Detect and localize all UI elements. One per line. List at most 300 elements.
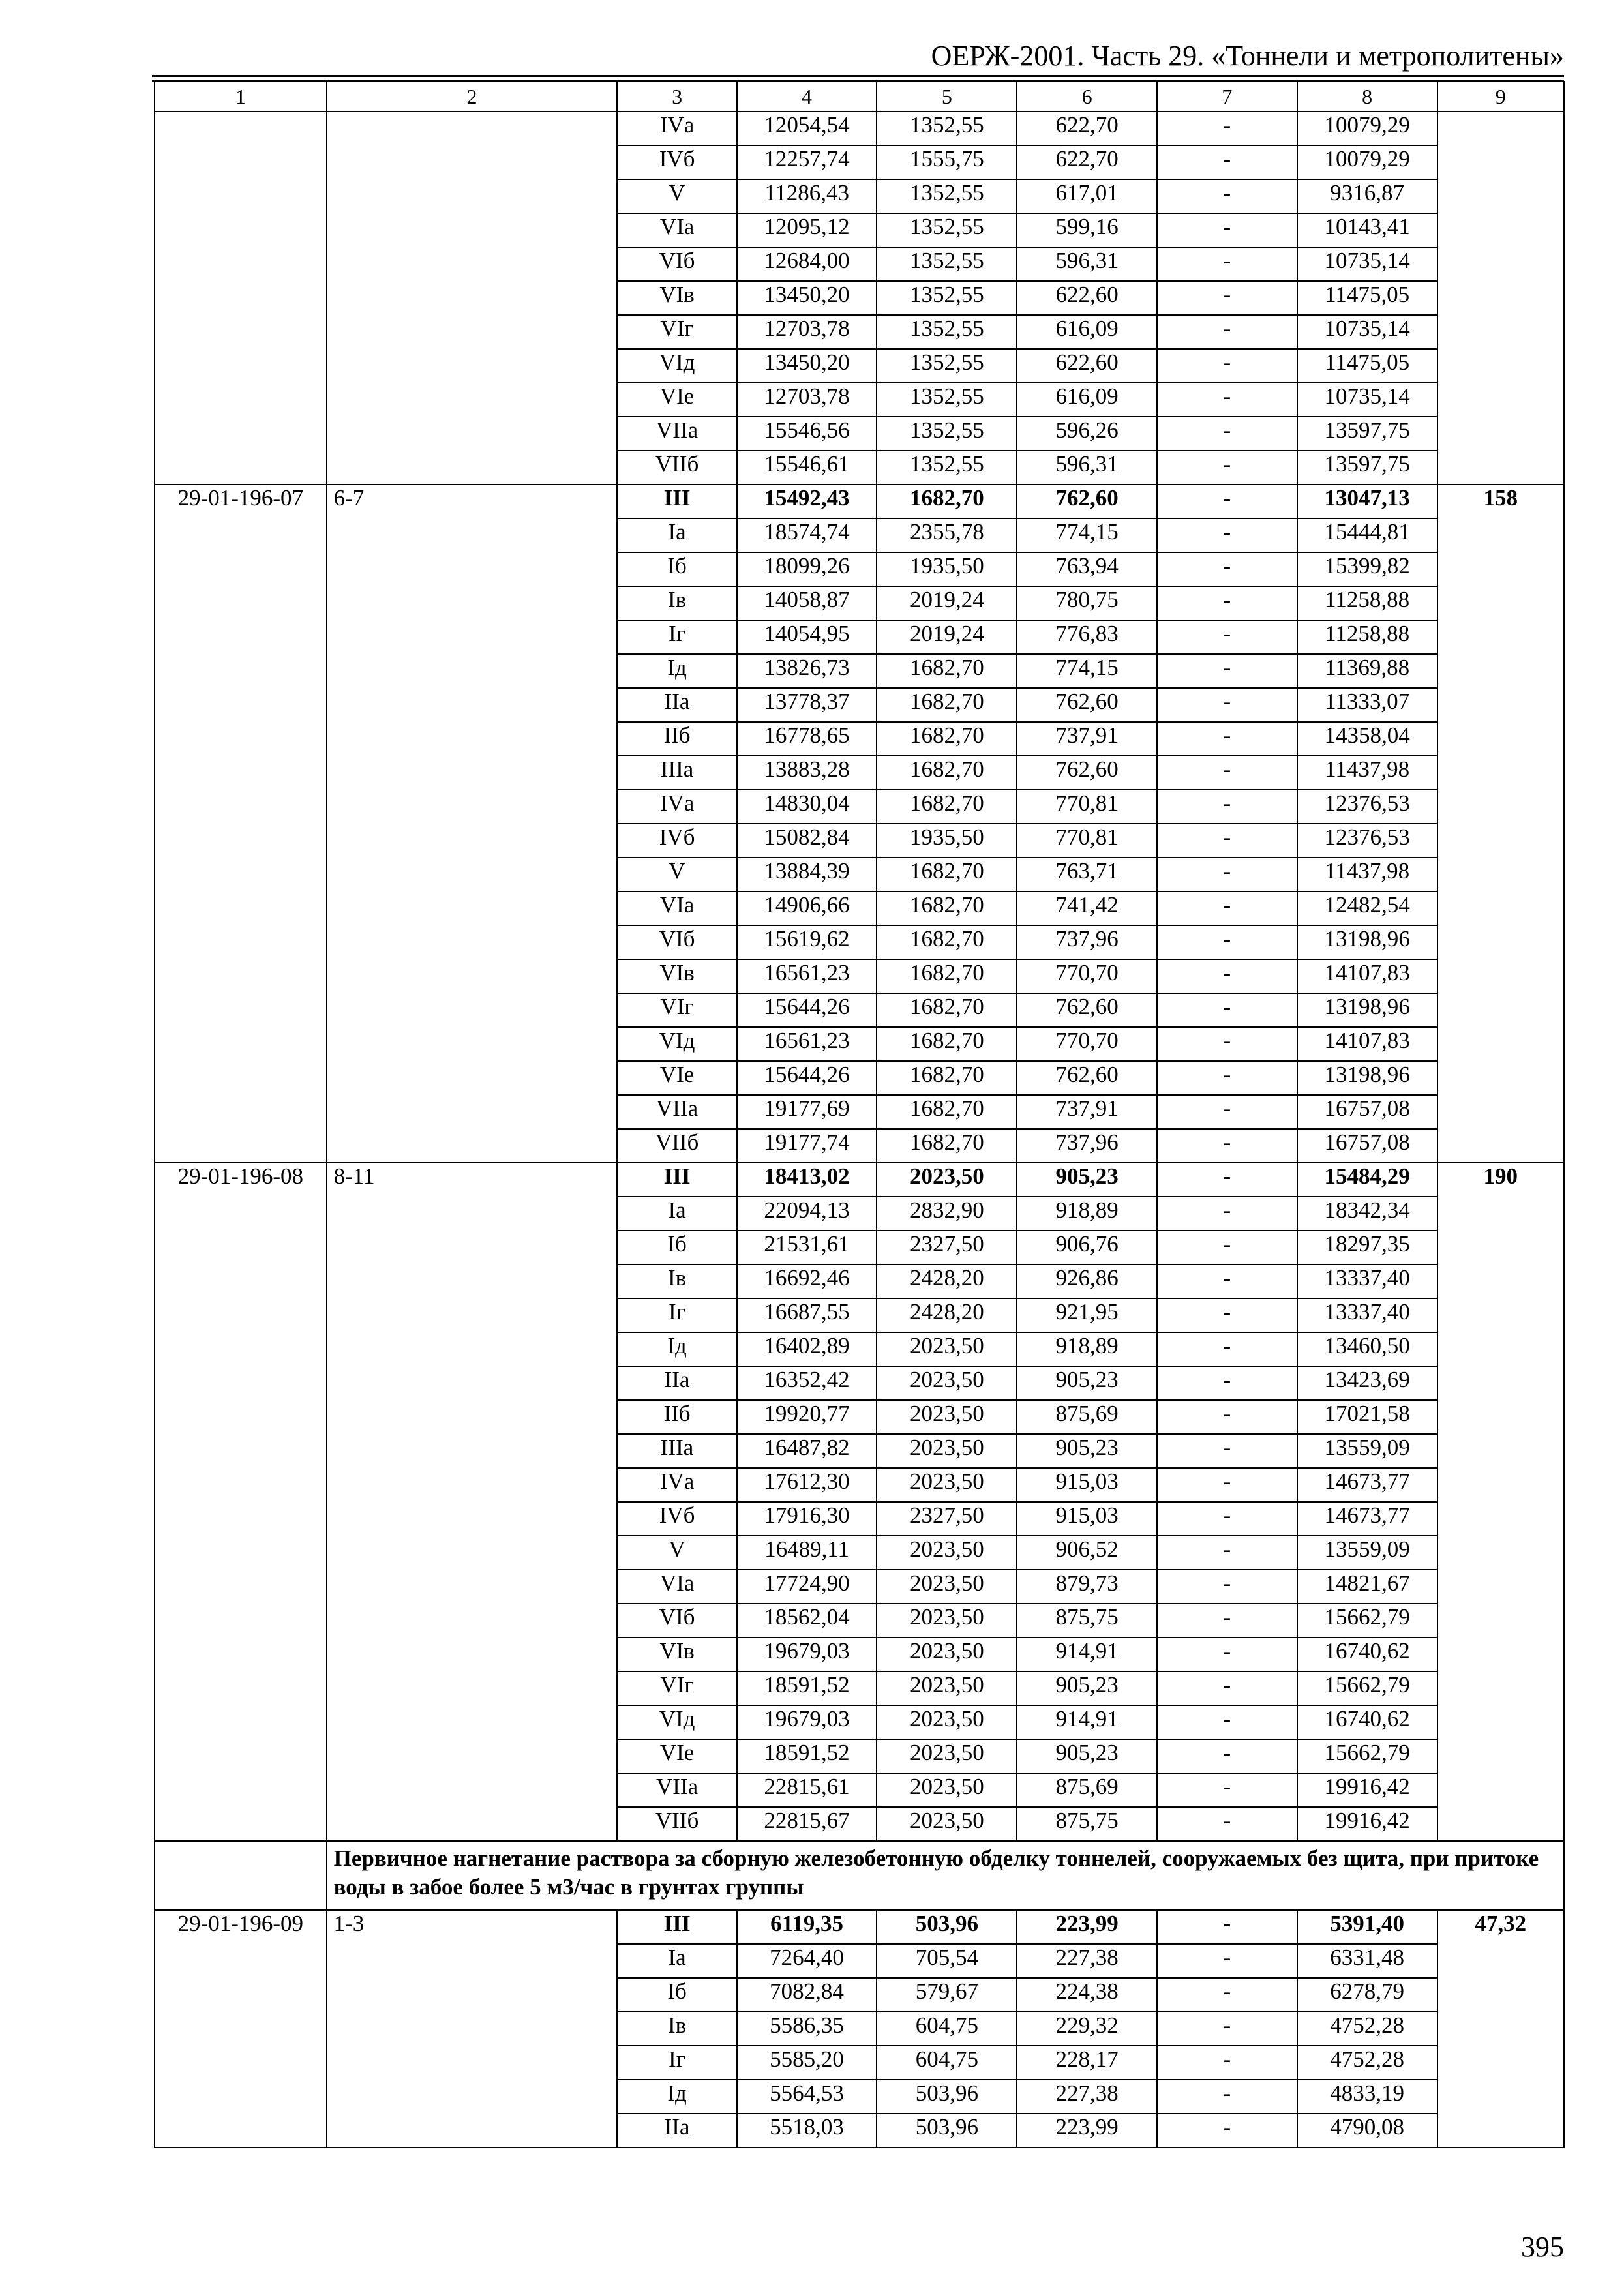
- soil-group-cell: IVа: [617, 1468, 736, 1502]
- machine-cost-cell: 762,60: [1017, 993, 1157, 1027]
- wages-cell: 1555,75: [877, 145, 1017, 179]
- range-cell: 1-3: [327, 1910, 618, 2147]
- driver-wages-cell: -: [1157, 1910, 1297, 1944]
- materials-cost-cell: 10735,14: [1297, 315, 1437, 349]
- driver-wages-cell: -: [1157, 247, 1297, 281]
- table-row: [155, 112, 1564, 145]
- machine-cost-cell: 770,81: [1017, 790, 1157, 824]
- soil-group-cell: VIб: [617, 925, 736, 959]
- soil-group-cell: VIд: [617, 349, 736, 383]
- soil-group-cell: Iв: [617, 2012, 736, 2046]
- materials-cost-cell: 14107,83: [1297, 959, 1437, 993]
- total-cost-cell: 16561,23: [737, 1027, 877, 1061]
- machine-cost-cell: 905,23: [1017, 1671, 1157, 1705]
- total-cost-cell: 16692,46: [737, 1264, 877, 1298]
- total-cost-cell: 16687,55: [737, 1298, 877, 1332]
- total-cost-cell: 13884,39: [737, 858, 877, 891]
- materials-cost-cell: 11475,05: [1297, 281, 1437, 315]
- materials-cost-cell: 4752,28: [1297, 2012, 1437, 2046]
- machine-cost-cell: 622,60: [1017, 349, 1157, 383]
- soil-group-cell: III: [617, 1910, 736, 1944]
- wages-cell: 503,96: [877, 2080, 1017, 2114]
- wages-cell: 2023,50: [877, 1434, 1017, 1468]
- machine-cost-cell: 875,69: [1017, 1773, 1157, 1807]
- driver-wages-cell: -: [1157, 1570, 1297, 1604]
- wages-cell: 2023,50: [877, 1366, 1017, 1400]
- total-cost-cell: 18562,04: [737, 1604, 877, 1638]
- soil-group-cell: VIе: [617, 1739, 736, 1773]
- soil-group-cell: Iб: [617, 1231, 736, 1264]
- range-cell: 8-11: [327, 1163, 618, 1841]
- wages-cell: 2023,50: [877, 1671, 1017, 1705]
- total-cost-cell: 16489,11: [737, 1536, 877, 1570]
- driver-wages-cell: -: [1157, 2114, 1297, 2147]
- wages-cell: 1682,70: [877, 925, 1017, 959]
- soil-group-cell: VIг: [617, 315, 736, 349]
- driver-wages-cell: -: [1157, 891, 1297, 925]
- driver-wages-cell: -: [1157, 1604, 1297, 1638]
- machine-cost-cell: 905,23: [1017, 1739, 1157, 1773]
- driver-wages-cell: -: [1157, 1061, 1297, 1095]
- wages-cell: 2428,20: [877, 1264, 1017, 1298]
- machine-cost-cell: 776,83: [1017, 620, 1157, 654]
- driver-wages-cell: -: [1157, 790, 1297, 824]
- driver-wages-cell: -: [1157, 1502, 1297, 1536]
- driver-wages-cell: -: [1157, 1671, 1297, 1705]
- wages-cell: 1352,55: [877, 281, 1017, 315]
- total-cost-cell: 5585,20: [737, 2046, 877, 2080]
- driver-wages-cell: -: [1157, 993, 1297, 1027]
- materials-cost-cell: 14358,04: [1297, 722, 1437, 756]
- machine-cost-cell: 616,09: [1017, 383, 1157, 417]
- machine-cost-cell: 915,03: [1017, 1468, 1157, 1502]
- materials-cost-cell: 15444,81: [1297, 518, 1437, 552]
- wages-cell: 2023,50: [877, 1332, 1017, 1366]
- column-number: 7: [1157, 82, 1297, 112]
- machine-cost-cell: 227,38: [1017, 2080, 1157, 2114]
- machine-cost-cell: 622,60: [1017, 281, 1157, 315]
- column-number: 1: [155, 82, 327, 112]
- soil-group-cell: VIIб: [617, 451, 736, 485]
- machine-cost-cell: 780,75: [1017, 586, 1157, 620]
- driver-wages-cell: -: [1157, 756, 1297, 790]
- total-cost-cell: 5586,35: [737, 2012, 877, 2046]
- soil-group-cell: Iг: [617, 1298, 736, 1332]
- soil-group-cell: VIв: [617, 1638, 736, 1671]
- wages-cell: 2023,50: [877, 1536, 1017, 1570]
- machine-cost-cell: 905,23: [1017, 1434, 1157, 1468]
- wages-cell: 1682,70: [877, 891, 1017, 925]
- total-cost-cell: 16352,42: [737, 1366, 877, 1400]
- total-cost-cell: 14906,66: [737, 891, 877, 925]
- machine-cost-cell: 227,38: [1017, 1944, 1157, 1978]
- total-cost-cell: 12684,00: [737, 247, 877, 281]
- total-cost-cell: 18413,02: [737, 1163, 877, 1197]
- soil-group-cell: IVб: [617, 1502, 736, 1536]
- driver-wages-cell: -: [1157, 654, 1297, 688]
- machine-cost-cell: 622,70: [1017, 145, 1157, 179]
- soil-group-cell: Iг: [617, 2046, 736, 2080]
- wages-cell: 2023,50: [877, 1773, 1017, 1807]
- materials-cost-cell: 6331,48: [1297, 1944, 1437, 1978]
- driver-wages-cell: -: [1157, 112, 1297, 145]
- soil-group-cell: VIа: [617, 1570, 736, 1604]
- driver-wages-cell: -: [1157, 586, 1297, 620]
- total-cost-cell: 12257,74: [737, 145, 877, 179]
- col9-cell: 190: [1437, 1163, 1565, 1841]
- machine-cost-cell: 223,99: [1017, 2114, 1157, 2147]
- machine-cost-cell: 223,99: [1017, 1910, 1157, 1944]
- driver-wages-cell: -: [1157, 1197, 1297, 1231]
- materials-cost-cell: 10735,14: [1297, 247, 1437, 281]
- wages-cell: 1352,55: [877, 112, 1017, 145]
- machine-cost-cell: 741,42: [1017, 891, 1157, 925]
- header-rule: [152, 75, 1564, 77]
- driver-wages-cell: -: [1157, 1163, 1297, 1197]
- wages-cell: 503,96: [877, 1910, 1017, 1944]
- soil-group-cell: Iб: [617, 552, 736, 586]
- total-cost-cell: 16778,65: [737, 722, 877, 756]
- code-cell: 29-01-196-07: [155, 485, 327, 1163]
- materials-cost-cell: 16740,62: [1297, 1705, 1437, 1739]
- materials-cost-cell: 15484,29: [1297, 1163, 1437, 1197]
- driver-wages-cell: -: [1157, 2080, 1297, 2114]
- col9-cell: 158: [1437, 485, 1565, 1163]
- machine-cost-cell: 774,15: [1017, 654, 1157, 688]
- total-cost-cell: 16561,23: [737, 959, 877, 993]
- wages-cell: 1682,70: [877, 959, 1017, 993]
- wages-cell: 2023,50: [877, 1570, 1017, 1604]
- driver-wages-cell: -: [1157, 2012, 1297, 2046]
- total-cost-cell: 13826,73: [737, 654, 877, 688]
- total-cost-cell: 14058,87: [737, 586, 877, 620]
- soil-group-cell: VIг: [617, 993, 736, 1027]
- code-cell: 29-01-196-09: [155, 1910, 327, 2147]
- total-cost-cell: 21531,61: [737, 1231, 877, 1264]
- column-number: 2: [327, 82, 618, 112]
- wages-cell: 705,54: [877, 1944, 1017, 1978]
- soil-group-cell: VIе: [617, 1061, 736, 1095]
- total-cost-cell: 13883,28: [737, 756, 877, 790]
- driver-wages-cell: -: [1157, 383, 1297, 417]
- driver-wages-cell: -: [1157, 518, 1297, 552]
- soil-group-cell: III: [617, 1163, 736, 1197]
- soil-group-cell: VIд: [617, 1027, 736, 1061]
- wages-cell: 604,75: [877, 2046, 1017, 2080]
- soil-group-cell: V: [617, 179, 736, 213]
- machine-cost-cell: 906,52: [1017, 1536, 1157, 1570]
- soil-group-cell: IVб: [617, 145, 736, 179]
- materials-cost-cell: 18342,34: [1297, 1197, 1437, 1231]
- total-cost-cell: 19920,77: [737, 1400, 877, 1434]
- materials-cost-cell: 16757,08: [1297, 1129, 1437, 1163]
- materials-cost-cell: 12376,53: [1297, 790, 1437, 824]
- wages-cell: 1352,55: [877, 417, 1017, 451]
- soil-group-cell: VIа: [617, 891, 736, 925]
- soil-group-cell: Iа: [617, 1944, 736, 1978]
- machine-cost-cell: 762,60: [1017, 756, 1157, 790]
- materials-cost-cell: 10735,14: [1297, 383, 1437, 417]
- rates-table-body: [155, 82, 1564, 2147]
- total-cost-cell: 18591,52: [737, 1739, 877, 1773]
- table-row: [155, 1163, 1564, 1197]
- page-number: 395: [1521, 2231, 1564, 2263]
- machine-cost-cell: 762,60: [1017, 1061, 1157, 1095]
- materials-cost-cell: 12376,53: [1297, 824, 1437, 858]
- machine-cost-cell: 762,60: [1017, 688, 1157, 722]
- machine-cost-cell: 770,70: [1017, 959, 1157, 993]
- driver-wages-cell: -: [1157, 417, 1297, 451]
- wages-cell: 2023,50: [877, 1400, 1017, 1434]
- soil-group-cell: VIIб: [617, 1129, 736, 1163]
- wages-cell: 1682,70: [877, 993, 1017, 1027]
- driver-wages-cell: -: [1157, 1095, 1297, 1129]
- driver-wages-cell: -: [1157, 1944, 1297, 1978]
- machine-cost-cell: 622,70: [1017, 112, 1157, 145]
- machine-cost-cell: 616,09: [1017, 315, 1157, 349]
- total-cost-cell: 19679,03: [737, 1705, 877, 1739]
- soil-group-cell: Iд: [617, 1332, 736, 1366]
- wages-cell: 1352,55: [877, 349, 1017, 383]
- code-cell: 29-01-196-08: [155, 1163, 327, 1841]
- driver-wages-cell: -: [1157, 925, 1297, 959]
- materials-cost-cell: 18297,35: [1297, 1231, 1437, 1264]
- soil-group-cell: Iд: [617, 654, 736, 688]
- machine-cost-cell: 763,71: [1017, 858, 1157, 891]
- driver-wages-cell: -: [1157, 620, 1297, 654]
- driver-wages-cell: -: [1157, 485, 1297, 518]
- machine-cost-cell: 915,03: [1017, 1502, 1157, 1536]
- driver-wages-cell: -: [1157, 1705, 1297, 1739]
- driver-wages-cell: -: [1157, 1638, 1297, 1671]
- materials-cost-cell: 11258,88: [1297, 620, 1437, 654]
- total-cost-cell: 16402,89: [737, 1332, 877, 1366]
- machine-cost-cell: 596,31: [1017, 451, 1157, 485]
- wages-cell: 2327,50: [877, 1231, 1017, 1264]
- driver-wages-cell: -: [1157, 1773, 1297, 1807]
- soil-group-cell: IVа: [617, 112, 736, 145]
- materials-cost-cell: 13198,96: [1297, 993, 1437, 1027]
- materials-cost-cell: 14673,77: [1297, 1502, 1437, 1536]
- machine-cost-cell: 914,91: [1017, 1638, 1157, 1671]
- materials-cost-cell: 14821,67: [1297, 1570, 1437, 1604]
- wages-cell: 1352,55: [877, 315, 1017, 349]
- column-number-row: [155, 82, 1564, 112]
- total-cost-cell: 18099,26: [737, 552, 877, 586]
- driver-wages-cell: -: [1157, 959, 1297, 993]
- soil-group-cell: V: [617, 858, 736, 891]
- wages-cell: 2023,50: [877, 1604, 1017, 1638]
- machine-cost-cell: 918,89: [1017, 1197, 1157, 1231]
- driver-wages-cell: -: [1157, 1231, 1297, 1264]
- machine-cost-cell: 737,96: [1017, 925, 1157, 959]
- soil-group-cell: VIе: [617, 383, 736, 417]
- wages-cell: 1682,70: [877, 688, 1017, 722]
- soil-group-cell: V: [617, 1536, 736, 1570]
- table-row: [155, 485, 1564, 518]
- materials-cost-cell: 11437,98: [1297, 756, 1437, 790]
- driver-wages-cell: -: [1157, 1434, 1297, 1468]
- soil-group-cell: VIIа: [617, 1773, 736, 1807]
- materials-cost-cell: 11333,07: [1297, 688, 1437, 722]
- wages-cell: 2327,50: [877, 1502, 1017, 1536]
- soil-group-cell: Iа: [617, 518, 736, 552]
- wages-cell: 579,67: [877, 1978, 1017, 2012]
- column-number: 5: [877, 82, 1017, 112]
- machine-cost-cell: 905,23: [1017, 1366, 1157, 1400]
- soil-group-cell: III: [617, 485, 736, 518]
- driver-wages-cell: -: [1157, 451, 1297, 485]
- machine-cost-cell: 770,81: [1017, 824, 1157, 858]
- wages-cell: 1352,55: [877, 213, 1017, 247]
- materials-cost-cell: 13423,69: [1297, 1366, 1437, 1400]
- total-cost-cell: 12095,12: [737, 213, 877, 247]
- total-cost-cell: 19177,74: [737, 1129, 877, 1163]
- driver-wages-cell: -: [1157, 1536, 1297, 1570]
- driver-wages-cell: -: [1157, 722, 1297, 756]
- soil-group-cell: IIIа: [617, 756, 736, 790]
- materials-cost-cell: 14673,77: [1297, 1468, 1437, 1502]
- soil-group-cell: Iб: [617, 1978, 736, 2012]
- wages-cell: 1682,70: [877, 1129, 1017, 1163]
- machine-cost-cell: 875,75: [1017, 1807, 1157, 1841]
- wages-cell: 1352,55: [877, 451, 1017, 485]
- soil-group-cell: VIд: [617, 1705, 736, 1739]
- total-cost-cell: 13778,37: [737, 688, 877, 722]
- code-cell: [155, 112, 327, 485]
- machine-cost-cell: 875,75: [1017, 1604, 1157, 1638]
- wages-cell: 1352,55: [877, 383, 1017, 417]
- driver-wages-cell: -: [1157, 858, 1297, 891]
- wages-cell: 1682,70: [877, 756, 1017, 790]
- total-cost-cell: 12054,54: [737, 112, 877, 145]
- machine-cost-cell: 774,15: [1017, 518, 1157, 552]
- machine-cost-cell: 875,69: [1017, 1400, 1157, 1434]
- driver-wages-cell: -: [1157, 315, 1297, 349]
- total-cost-cell: 17724,90: [737, 1570, 877, 1604]
- machine-cost-cell: 921,95: [1017, 1298, 1157, 1332]
- column-number: 4: [737, 82, 877, 112]
- wages-cell: 2355,78: [877, 518, 1017, 552]
- machine-cost-cell: 737,96: [1017, 1129, 1157, 1163]
- materials-cost-cell: 13337,40: [1297, 1298, 1437, 1332]
- total-cost-cell: 22815,61: [737, 1773, 877, 1807]
- materials-cost-cell: 15662,79: [1297, 1604, 1437, 1638]
- materials-cost-cell: 11369,88: [1297, 654, 1437, 688]
- total-cost-cell: 13450,20: [737, 349, 877, 383]
- materials-cost-cell: 11475,05: [1297, 349, 1437, 383]
- total-cost-cell: 15644,26: [737, 993, 877, 1027]
- soil-group-cell: Iг: [617, 620, 736, 654]
- driver-wages-cell: -: [1157, 281, 1297, 315]
- materials-cost-cell: 13559,09: [1297, 1434, 1437, 1468]
- driver-wages-cell: -: [1157, 1027, 1297, 1061]
- soil-group-cell: VIIа: [617, 1095, 736, 1129]
- machine-cost-cell: 770,70: [1017, 1027, 1157, 1061]
- materials-cost-cell: 15662,79: [1297, 1671, 1437, 1705]
- machine-cost-cell: 596,26: [1017, 417, 1157, 451]
- soil-group-cell: IIа: [617, 1366, 736, 1400]
- machine-cost-cell: 763,94: [1017, 552, 1157, 586]
- column-number: 8: [1297, 82, 1437, 112]
- machine-cost-cell: 228,17: [1017, 2046, 1157, 2080]
- total-cost-cell: 15082,84: [737, 824, 877, 858]
- wages-cell: 2428,20: [877, 1298, 1017, 1332]
- wages-cell: 1682,70: [877, 1095, 1017, 1129]
- document-header-title: ОЕРЖ-2001. Часть 29. «Тоннели и метрополитены»: [931, 40, 1564, 72]
- machine-cost-cell: 905,23: [1017, 1163, 1157, 1197]
- driver-wages-cell: -: [1157, 349, 1297, 383]
- wages-cell: 2019,24: [877, 586, 1017, 620]
- materials-cost-cell: 16757,08: [1297, 1095, 1437, 1129]
- materials-cost-cell: 5391,40: [1297, 1910, 1437, 1944]
- wages-cell: 1682,70: [877, 722, 1017, 756]
- range-cell: [327, 112, 618, 485]
- total-cost-cell: 13450,20: [737, 281, 877, 315]
- materials-cost-cell: 12482,54: [1297, 891, 1437, 925]
- wages-cell: 1935,50: [877, 824, 1017, 858]
- materials-cost-cell: 4790,08: [1297, 2114, 1437, 2147]
- driver-wages-cell: -: [1157, 1978, 1297, 2012]
- total-cost-cell: 12703,78: [737, 383, 877, 417]
- total-cost-cell: 22094,13: [737, 1197, 877, 1231]
- soil-group-cell: IIб: [617, 722, 736, 756]
- wages-cell: 1682,70: [877, 1027, 1017, 1061]
- machine-cost-cell: 918,89: [1017, 1332, 1157, 1366]
- materials-cost-cell: 6278,79: [1297, 1978, 1437, 2012]
- materials-cost-cell: 13460,50: [1297, 1332, 1437, 1366]
- total-cost-cell: 6119,35: [737, 1910, 877, 1944]
- column-number: 3: [617, 82, 736, 112]
- column-number: 9: [1437, 82, 1565, 112]
- total-cost-cell: 7264,40: [737, 1944, 877, 1978]
- materials-cost-cell: 19916,42: [1297, 1773, 1437, 1807]
- driver-wages-cell: -: [1157, 1739, 1297, 1773]
- driver-wages-cell: -: [1157, 1298, 1297, 1332]
- total-cost-cell: 15546,56: [737, 417, 877, 451]
- total-cost-cell: 14830,04: [737, 790, 877, 824]
- col9-cell: 47,32: [1437, 1910, 1565, 2147]
- col9-cell: [1437, 112, 1565, 485]
- driver-wages-cell: -: [1157, 1129, 1297, 1163]
- soil-group-cell: VIIб: [617, 1807, 736, 1841]
- machine-cost-cell: 737,91: [1017, 722, 1157, 756]
- total-cost-cell: 15546,61: [737, 451, 877, 485]
- materials-cost-cell: 11437,98: [1297, 858, 1437, 891]
- driver-wages-cell: -: [1157, 552, 1297, 586]
- driver-wages-cell: -: [1157, 213, 1297, 247]
- soil-group-cell: VIб: [617, 1604, 736, 1638]
- driver-wages-cell: -: [1157, 1332, 1297, 1366]
- materials-cost-cell: 4752,28: [1297, 2046, 1437, 2080]
- total-cost-cell: 16487,82: [737, 1434, 877, 1468]
- materials-cost-cell: 14107,83: [1297, 1027, 1437, 1061]
- wages-cell: 2023,50: [877, 1739, 1017, 1773]
- wages-cell: 1682,70: [877, 1061, 1017, 1095]
- driver-wages-cell: -: [1157, 145, 1297, 179]
- materials-cost-cell: 4833,19: [1297, 2080, 1437, 2114]
- soil-group-cell: IVб: [617, 824, 736, 858]
- total-cost-cell: 12703,78: [737, 315, 877, 349]
- total-cost-cell: 22815,67: [737, 1807, 877, 1841]
- driver-wages-cell: -: [1157, 824, 1297, 858]
- wages-cell: 503,96: [877, 2114, 1017, 2147]
- materials-cost-cell: 15399,82: [1297, 552, 1437, 586]
- wages-cell: 1352,55: [877, 179, 1017, 213]
- machine-cost-cell: 879,73: [1017, 1570, 1157, 1604]
- driver-wages-cell: -: [1157, 179, 1297, 213]
- total-cost-cell: 15644,26: [737, 1061, 877, 1095]
